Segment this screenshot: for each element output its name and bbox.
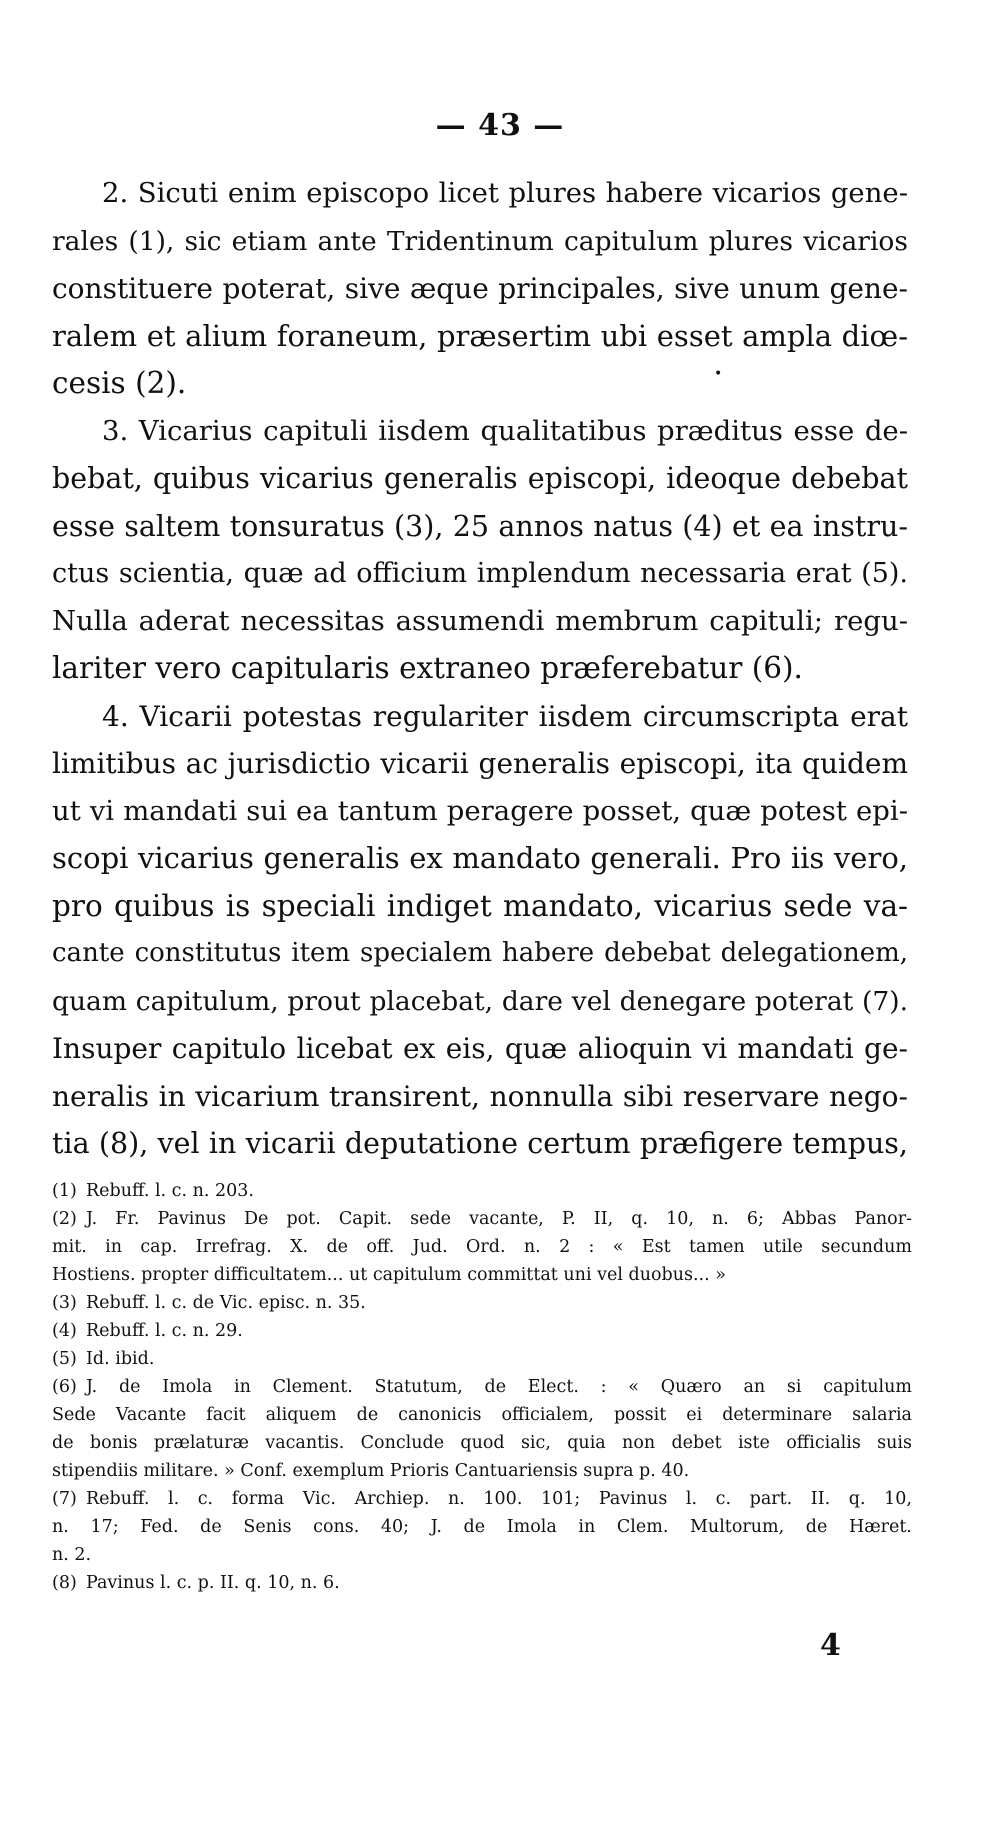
footnotes xyxy=(52,1177,912,1597)
footnote xyxy=(52,1289,912,1317)
text-line: 4. Vicarii potestas regulariter iisdem circumscripta erat xyxy=(102,699,908,733)
footnote-text: de bonis prælaturæ vacantis. Conclude quod sic, quia non debet iste officialis suis xyxy=(52,1433,912,1453)
text-line: pro quibus is speciali indiget mandato, vicarius sede va- xyxy=(52,888,908,923)
footnote-text: Rebuff. l. c. forma Vic. Archiep. n. 100. 101; Pavinus l. c. part. II. q. 10, xyxy=(86,1489,912,1509)
footnote-marker: (7) xyxy=(52,1489,77,1509)
footnote-text: Rebuff. l. c. de Vic. episc. n. 35. xyxy=(86,1293,366,1313)
text-line: bebat, quibus vicarius generalis episcopi, ideoque debebat xyxy=(52,462,908,495)
text-line: 3. Vicarius capituli iisdem qualitatibus præditus esse de- xyxy=(102,414,908,447)
footnote xyxy=(52,1345,912,1373)
text-line: lariter vero capitularis extraneo præferebatur (6). xyxy=(52,651,803,685)
footnote-marker: (3) xyxy=(52,1293,77,1313)
footnote-text: Pavinus l. c. p. II. q. 10, n. 6. xyxy=(86,1573,340,1593)
footnote-marker: (6) xyxy=(52,1377,77,1397)
text-line: Insuper capitulo licebat ex eis, quæ alioquin vi mandati ge- xyxy=(52,1032,908,1065)
text-line: ctus scientia, quæ ad officium implendum necessaria erat (5). xyxy=(52,558,908,589)
text-line: quam capitulum, prout placebat, dare vel denegare poterat (7). xyxy=(52,985,908,1017)
text-line: rales (1), sic etiam ante Tridentinum capitulum plures vicarios xyxy=(52,225,908,257)
page-number: — 43 — xyxy=(435,108,565,143)
footnote-text: J. Fr. Pavinus De pot. Capit. sede vacante, P. II, q. 10, n. 6; Abbas Panor- xyxy=(86,1209,912,1229)
signature-mark: 4 xyxy=(820,1628,841,1663)
text-line: ut vi mandati sui ea tantum peragere posset, quæ potest epi- xyxy=(52,794,908,827)
paragraph xyxy=(52,693,908,1168)
footnote-text: Rebuff. l. c. n. 29. xyxy=(86,1321,243,1341)
text-line: 2. Sicuti enim episcopo licet plures habere vicarios gene- xyxy=(102,177,908,209)
text-line: limitibus ac jurisdictio vicarii generalis episcopi, ita quidem xyxy=(52,747,908,780)
text-line: neralis in vicarium transirent, nonnulla sibi reservare nego- xyxy=(52,1079,908,1113)
footnote-text: n. 2. xyxy=(52,1545,92,1565)
text-line: cesis (2). xyxy=(52,366,187,400)
footnote xyxy=(52,1317,912,1345)
footnote xyxy=(52,1373,912,1485)
footnote-marker: (4) xyxy=(52,1321,77,1341)
footnote xyxy=(52,1569,912,1597)
paragraph xyxy=(52,170,908,408)
text-line: esse saltem tonsuratus (3), 25 annos natus (4) et ea instru- xyxy=(52,509,908,543)
text-line: cante constitutus item specialem habere debebat delegationem, xyxy=(52,938,908,968)
text-line: scopi vicarius generalis ex mandato generali. Pro iis vero, xyxy=(52,841,908,875)
footnote xyxy=(52,1485,912,1569)
text-line: constituere poterat, sive æque principales, sive unum gene- xyxy=(52,272,908,305)
footnote-text: stipendiis militare. » Conf. exemplum Prioris Cantuariensis supra p. 40. xyxy=(52,1461,690,1481)
stray-dot: • xyxy=(714,366,723,382)
footnote xyxy=(52,1177,912,1205)
footnote-marker: (2) xyxy=(52,1209,77,1229)
footnote-text: Id. ibid. xyxy=(86,1349,155,1369)
footnote-text: J. de Imola in Clement. Statutum, de Elect. : « Quæro an si capitulum xyxy=(86,1377,912,1397)
main-text xyxy=(52,170,908,1168)
footnote-text: mit. in cap. Irrefrag. X. de off. Jud. Ord. n. 2 : « Est tamen utile secundum xyxy=(52,1237,912,1257)
footnote xyxy=(52,1205,912,1289)
footnote-marker: (8) xyxy=(52,1573,77,1593)
footnote-text: Rebuff. l. c. n. 203. xyxy=(86,1181,254,1201)
paragraph xyxy=(52,408,908,693)
text-line: ralem et alium foraneum, præsertim ubi esset ampla diœ- xyxy=(52,318,908,353)
footnote-text: Hostiens. propter difficultatem... ut capitulum committat uni vel duobus... » xyxy=(52,1265,726,1285)
text-line: Nulla aderat necessitas assumendi membrum capituli; regu- xyxy=(52,604,908,637)
text-line: tia (8), vel in vicarii deputatione certum præfigere tempus, xyxy=(52,1127,908,1160)
footnote-marker: (5) xyxy=(52,1349,77,1369)
footnote-marker: (1) xyxy=(52,1181,77,1201)
footnote-text: n. 17; Fed. de Senis cons. 40; J. de Imola in Clem. Multorum, de Hæret. xyxy=(52,1517,912,1537)
footnote-text: Sede Vacante facit aliquem de canonicis officialem, possit ei determinare salaria xyxy=(52,1405,912,1425)
